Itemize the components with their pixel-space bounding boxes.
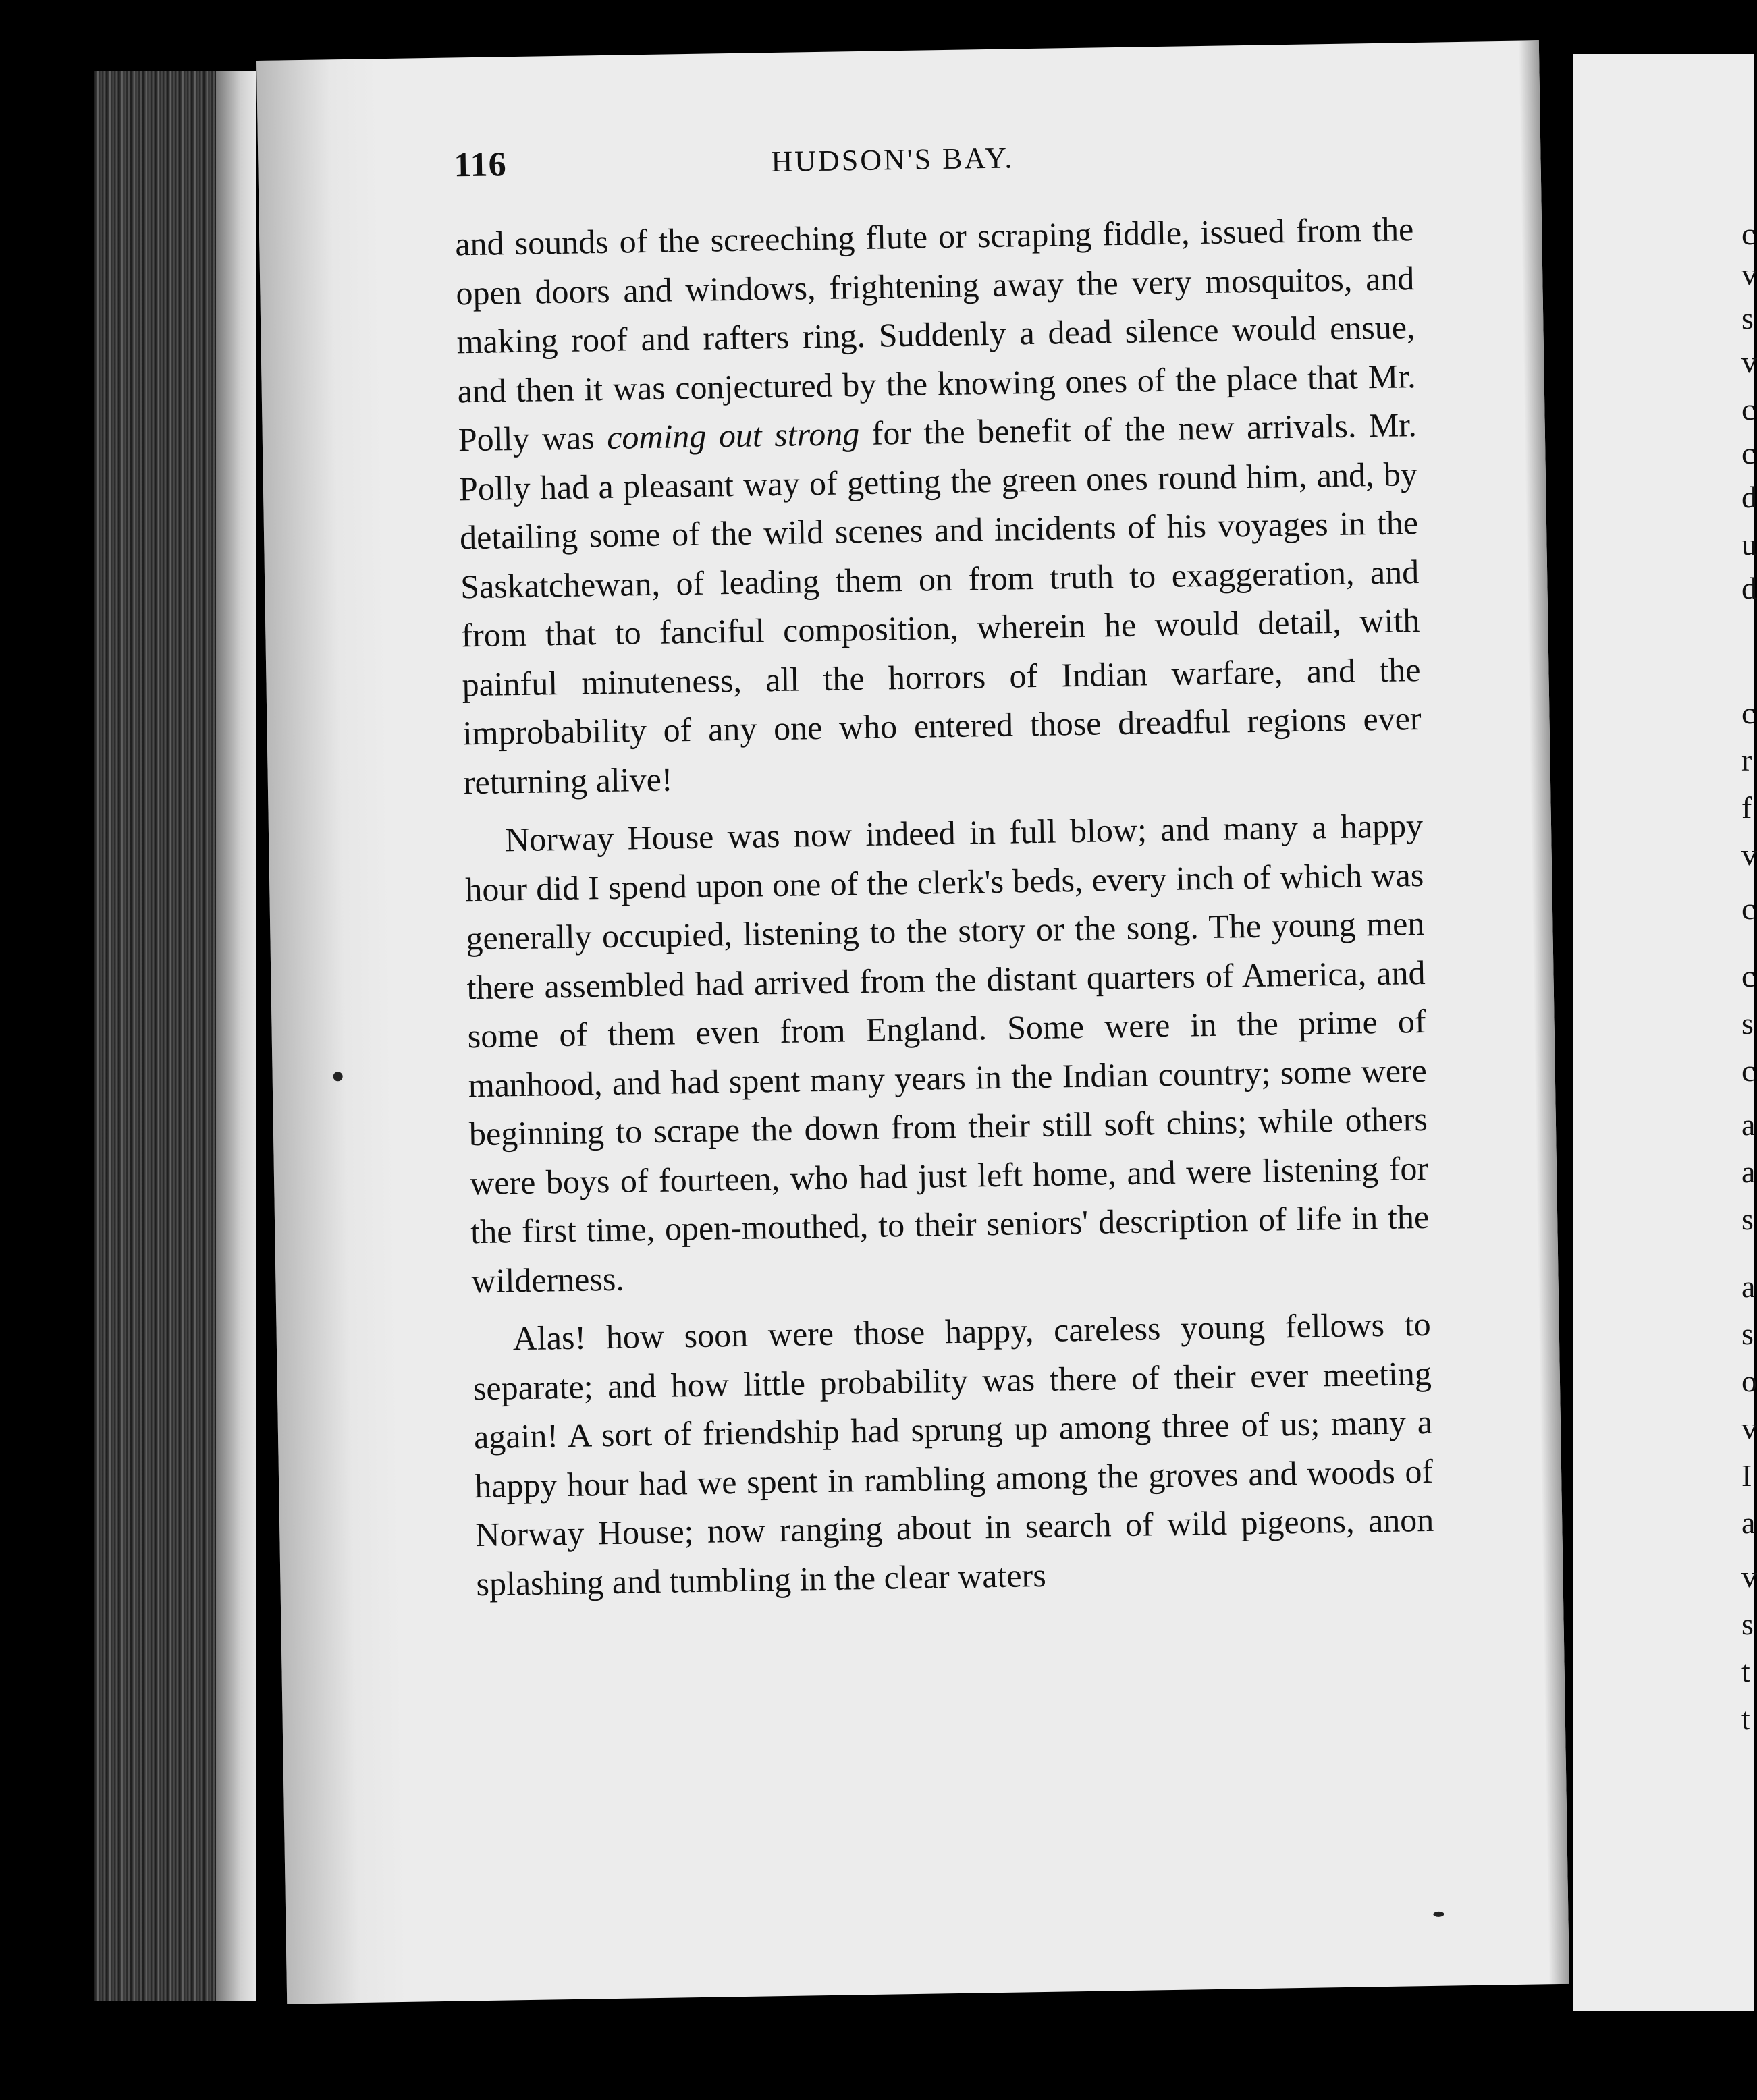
adjacent-page-letter: a (1741, 1269, 1756, 1304)
italic-phrase: coming out strong (606, 414, 860, 456)
adjacent-page-letter: v (1741, 1411, 1757, 1445)
adjacent-page-letter: c (1741, 392, 1756, 426)
adjacent-page-letter: a (1741, 1107, 1756, 1142)
page-content (454, 130, 1435, 1608)
body-text (455, 204, 1435, 1608)
adjacent-page-letter: s (1741, 301, 1754, 335)
paragraph (472, 1300, 1435, 1608)
adjacent-page-letter: a (1741, 1505, 1756, 1540)
paragraph-text: for the benefit of the new arrivals. Mr. Polly had a pleasant way of getting the green ones round him, and, by detailing some of the wild scenes and incidents of his voyages in the Saskatchewan, of leading them on from truth to exaggeration, and from that to fanciful composition, wherein he would detail, with painful minuteness, all the horrors of Indian warfare, and the improbability of any one who entered those dreadful regions ever returning alive! (458, 406, 1422, 801)
paragraph-text: Norway House was now indeed in full blow; and many a happy hour did I spend upon one of the clerk's beds, every inch of which was generally occupied, listening to the story or the song. The young men there assembled had arrived from the distant quarters of America, and some of them even from England. Some were in the prime of manhood, and had spent many years in the Indian country; some were beginning to scrape the down from their still soft chins; while others were boys of fourteen, who had just left home, and were listening for the first time, open-mouthed, to their seniors' description of life in the wilderness. (464, 806, 1430, 1300)
adjacent-page-letter: s (1741, 1006, 1754, 1041)
adjacent-page-letter: d (1741, 480, 1757, 514)
running-head: HUDSON'S BAY. (771, 141, 1015, 179)
adjacent-page-letter: v (1741, 345, 1757, 379)
adjacent-page-letter: v (1741, 1559, 1757, 1594)
adjacent-page-letter: c (1741, 217, 1756, 251)
adjacent-page-letter: I (1741, 1458, 1752, 1493)
book-page-edges (94, 71, 256, 2001)
adjacent-page-letter: u (1741, 527, 1757, 561)
adjacent-page-letter: s (1741, 1607, 1754, 1641)
adjacent-page-letter: v (1741, 257, 1757, 292)
adjacent-page-letter: c (1741, 891, 1756, 926)
ink-speck (1433, 1912, 1444, 1917)
paragraph-text: and sounds of the screeching flute or scraping fiddle, issued from the open doors and windows, frightening away the very mosquitos, and making roof and rafters ring. Suddenly a dead silence would ensue, and then it was conjectured by the knowing ones of the place that Mr. Polly was (454, 210, 1416, 459)
page-number: 116 (454, 145, 508, 185)
ink-speck (333, 1072, 343, 1081)
adjacent-page-letter: t (1741, 1701, 1750, 1736)
page-header (454, 130, 1413, 192)
adjacent-page (1566, 54, 1757, 2011)
adjacent-page-letter: r (1741, 743, 1752, 777)
adjacent-page-letter: s (1741, 1317, 1754, 1351)
paragraph (464, 801, 1430, 1305)
adjacent-page-letter: t (1741, 1654, 1750, 1688)
adjacent-page-letter: c (1741, 959, 1756, 993)
adjacent-page-letter: c (1741, 696, 1756, 730)
book-page (256, 40, 1569, 2004)
adjacent-page-letter: v (1741, 837, 1757, 872)
adjacent-page-letter: d (1741, 571, 1757, 605)
adjacent-page-letter: s (1741, 1202, 1754, 1236)
adjacent-page-letter: c (1741, 1053, 1756, 1088)
adjacent-page-letter: o (1741, 1364, 1757, 1398)
paragraph-text: Alas! how soon were those happy, careless young fellows to separate; and how little probability was there of their ever meeting again! A sort of friendship had sprung up among three of us; many a happy hour had we spent in rambling among the groves and woods of Norway House; now ranging about in search of wild pigeons, anon splashing and tumbling in the clear waters (472, 1304, 1434, 1603)
adjacent-page-letter: f (1741, 790, 1752, 825)
adjacent-page-letter: c (1741, 436, 1756, 470)
adjacent-page-letter: a (1741, 1155, 1756, 1189)
paragraph (455, 204, 1422, 806)
